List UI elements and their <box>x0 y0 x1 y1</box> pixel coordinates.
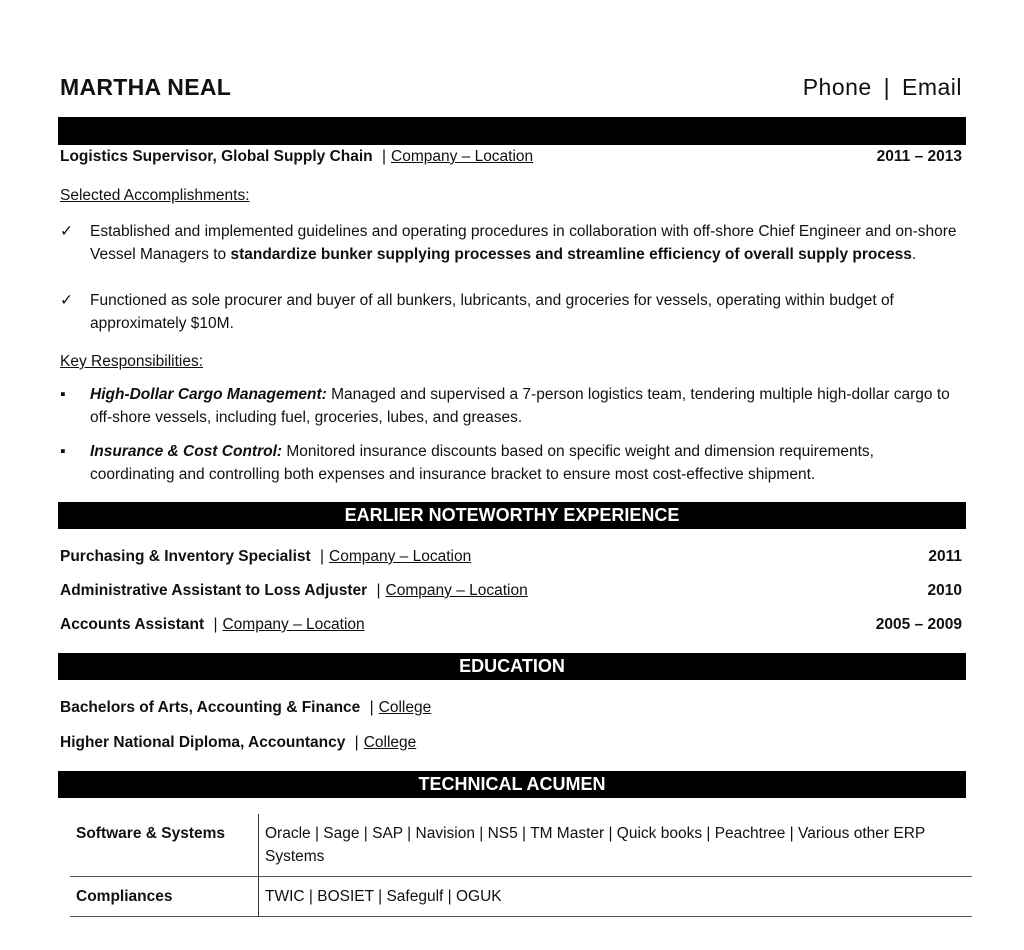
responsibility-lead: High-Dollar Cargo Management: <box>90 386 327 403</box>
technical-heading: TECHNICAL ACUMEN <box>58 771 966 798</box>
accomplishment-text <box>90 220 960 266</box>
responsibility-body: Monitored insurance discounts based on specific weight and dimension requirements, coordinating and controlling both expenses and insurance bracket to ensure most cost-effective shipment. <box>90 443 874 483</box>
tech-items: Oracle | Sage | SAP | Navision | NS5 | TM Master | Quick books | Peachtree | Various other ERP Systems <box>265 825 925 865</box>
earlier-job-row <box>60 616 962 634</box>
header-divider-bar <box>58 117 966 145</box>
accomplishment-text-plain: Established and implemented guidelines and operating procedures in collaboration with off-shore Chief Engineer and on-shore Vessel Managers to <box>90 223 957 263</box>
earlier-job-dates: 2011 <box>928 548 962 565</box>
current-job-row <box>60 148 962 166</box>
phone-label: Phone <box>802 74 872 100</box>
job-title: Logistics Supervisor, Global Supply Chain <box>60 148 373 165</box>
earlier-job-dates: 2005 – 2009 <box>875 616 962 633</box>
responsibility-text <box>90 383 960 429</box>
accomplishment-item <box>60 289 960 335</box>
earlier-experience-heading: EARLIER NOTEWORTHY EXPERIENCE <box>58 502 966 529</box>
table-row <box>70 814 972 877</box>
earlier-job-company: Company – Location <box>222 616 365 633</box>
technical-table <box>70 814 972 917</box>
earlier-job-title: Administrative Assistant to Loss Adjuster <box>60 582 368 599</box>
responsibilities-heading: Key Responsibilities: <box>60 353 204 370</box>
responsibility-item <box>60 440 960 486</box>
education-row <box>60 734 962 752</box>
earlier-job-company: Company – Location <box>329 548 472 565</box>
check-icon: ✓ <box>60 292 73 309</box>
pipe-separator: | <box>369 699 374 716</box>
earlier-job-title: Accounts Assistant <box>60 616 205 633</box>
accomplishment-item <box>60 220 960 266</box>
accomplishments-heading: Selected Accomplishments: <box>60 187 250 204</box>
pipe-separator: | <box>319 548 325 565</box>
check-icon: ✓ <box>60 223 73 240</box>
tech-category: Compliances <box>70 877 259 917</box>
job-dates: 2011 – 2013 <box>876 148 962 165</box>
pipe-separator: | <box>376 582 381 599</box>
pipe-separator: | <box>213 616 218 633</box>
education-row <box>60 699 962 717</box>
accomplishment-text-bold: standardize bunker supplying processes and streamline efficiency of overall supply process <box>230 246 912 263</box>
responsibility-item <box>60 383 960 429</box>
earlier-job-row <box>60 548 962 566</box>
accomplishment-text-end: . <box>911 246 917 263</box>
candidate-name: MARTHA NEAL <box>60 74 232 100</box>
responsibility-lead: Insurance & Cost Control: <box>90 443 283 460</box>
education-heading: EDUCATION <box>58 653 966 680</box>
tech-category: Software & Systems <box>70 814 259 877</box>
contact-info <box>803 74 962 101</box>
education-degree: Bachelors of Arts, Accounting & Finance <box>60 699 361 716</box>
education-school: College <box>378 699 432 716</box>
contact-separator: | <box>883 74 891 100</box>
square-bullet-icon: ▪ <box>60 386 66 403</box>
education-school: College <box>363 734 417 751</box>
pipe-separator: | <box>381 148 386 165</box>
earlier-job-row <box>60 582 962 600</box>
responsibility-text <box>90 440 960 486</box>
job-company: Company – Location <box>391 148 534 165</box>
accomplishment-text: Functioned as sole procurer and buyer of all bunkers, lubricants, and groceries for vessels, operating within budget of approximately $10M. <box>90 292 894 332</box>
square-bullet-icon: ▪ <box>60 443 66 460</box>
email-label: Email <box>901 74 962 100</box>
education-degree: Higher National Diploma, Accountancy <box>60 734 346 751</box>
earlier-job-dates: 2010 <box>927 582 962 599</box>
responsibility-body: Managed and supervised a 7-person logistics team, tendering multiple high-dollar cargo to off-shore vessels, including fuel, groceries, lubes, and greases. <box>90 386 950 426</box>
earlier-job-title: Purchasing & Inventory Specialist <box>60 548 311 565</box>
earlier-job-company: Company – Location <box>385 582 528 599</box>
pipe-separator: | <box>354 734 359 751</box>
table-row <box>70 877 972 917</box>
tech-items: TWIC | BOSIET | Safegulf | OGUK <box>265 888 502 905</box>
